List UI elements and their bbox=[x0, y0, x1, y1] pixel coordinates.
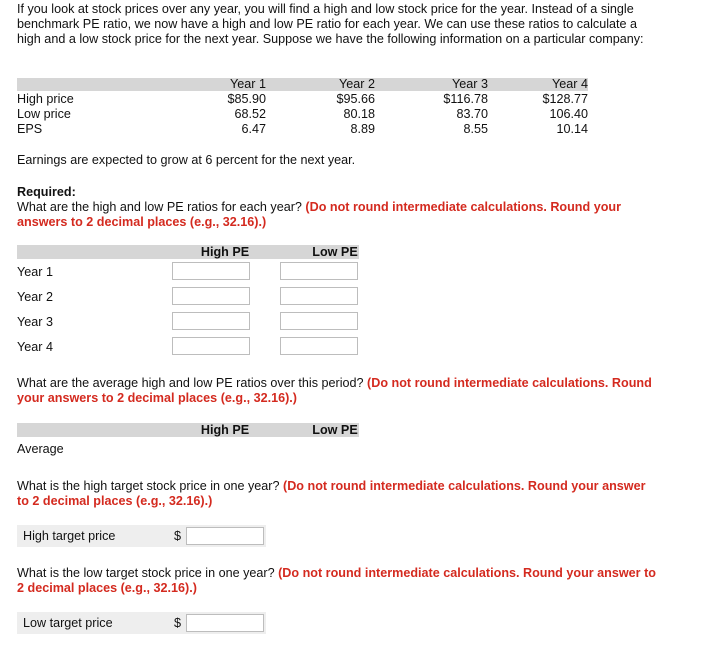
high-target-currency: $ bbox=[174, 529, 182, 543]
low-pe-year-2-input[interactable] bbox=[280, 287, 358, 305]
header-year-1: Year 1 bbox=[230, 77, 266, 91]
question-3 bbox=[17, 479, 657, 509]
low-pe-year-3-input[interactable] bbox=[280, 312, 358, 330]
question-4-instruction: (Do not round intermediate calculations. Round your answer to 2 decimal places (e.g., 32.16).) bbox=[17, 566, 656, 595]
pe-table-col-high: High PE bbox=[200, 245, 250, 259]
pe-row-label-year-4: Year 4 bbox=[17, 340, 53, 354]
low-price-year-4: 106.40 bbox=[549, 107, 588, 121]
low-target-label: Low target price bbox=[23, 616, 113, 630]
low-target-price-input[interactable] bbox=[186, 614, 264, 632]
pe-row-label-year-2: Year 2 bbox=[17, 290, 53, 304]
question-2-text: What are the average high and low PE ratios over this period? bbox=[17, 376, 364, 390]
high-target-label: High target price bbox=[23, 529, 116, 543]
question-3-instruction: (Do not round intermediate calculations. Round your answer to 2 decimal places (e.g., 32.16).) bbox=[17, 479, 646, 508]
question-4 bbox=[17, 566, 657, 596]
high-price-year-1: $85.90 bbox=[227, 92, 266, 106]
question-1-text: What are the high and low PE ratios for each year? bbox=[17, 200, 302, 214]
question-2 bbox=[17, 376, 657, 406]
high-price-year-3: $116.78 bbox=[443, 92, 488, 106]
low-pe-year-4-input[interactable] bbox=[280, 337, 358, 355]
low-price-year-3: 83.70 bbox=[456, 107, 488, 121]
row-label-low-price: Low price bbox=[17, 107, 71, 121]
low-price-year-1: 68.52 bbox=[234, 107, 266, 121]
header-year-4: Year 4 bbox=[552, 77, 588, 91]
low-target-currency: $ bbox=[174, 616, 182, 630]
pe-row-label-year-1: Year 1 bbox=[17, 265, 53, 279]
high-pe-year-2-input[interactable] bbox=[172, 287, 250, 305]
high-price-year-2: $95.66 bbox=[336, 92, 375, 106]
info-table-header-bar bbox=[17, 78, 588, 91]
low-price-year-2: 80.18 bbox=[343, 107, 375, 121]
info-table bbox=[17, 78, 588, 136]
high-pe-year-1-input[interactable] bbox=[172, 262, 250, 280]
high-target-price-input[interactable] bbox=[186, 527, 264, 545]
low-target-row bbox=[17, 612, 266, 634]
avg-row-label: Average bbox=[17, 442, 64, 456]
growth-sentence: Earnings are expected to grow at 6 percent for the next year. bbox=[17, 153, 356, 167]
high-target-row bbox=[17, 525, 266, 547]
low-pe-year-1-input[interactable] bbox=[280, 262, 358, 280]
eps-year-1: 6.47 bbox=[241, 122, 266, 136]
intro-paragraph: If you look at stock prices over any year, you will find a high and low stock price for the year. Instead of a single benchmark PE ratio, we now have a high and low PE ratio for each year. We can use these ratios to calculate a high and a low stock price for the next year. Suppose we have the following information on a particular company: bbox=[17, 2, 644, 46]
high-pe-year-3-input[interactable] bbox=[172, 312, 250, 330]
question-4-text: What is the low target stock price in one year? bbox=[17, 566, 275, 580]
avg-table-col-high: High PE bbox=[200, 423, 250, 437]
row-label-high-price: High price bbox=[17, 92, 74, 106]
header-year-2: Year 2 bbox=[339, 77, 375, 91]
high-pe-year-4-input[interactable] bbox=[172, 337, 250, 355]
required-label: Required: bbox=[17, 185, 76, 199]
eps-year-4: 10.14 bbox=[556, 122, 588, 136]
avg-table-col-low: Low PE bbox=[312, 423, 358, 437]
pe-table-col-low: Low PE bbox=[312, 245, 358, 259]
question-2-instruction: (Do not round intermediate calculations. Round your answers to 2 decimal places (e.g., 32.16).) bbox=[17, 376, 652, 405]
high-price-year-4: $128.77 bbox=[542, 92, 588, 106]
row-label-eps: EPS bbox=[17, 122, 43, 136]
question-1 bbox=[17, 185, 657, 230]
header-year-3: Year 3 bbox=[452, 77, 488, 91]
pe-row-label-year-3: Year 3 bbox=[17, 315, 53, 329]
question-1-instruction: (Do not round intermediate calculations. Round your answers to 2 decimal places (e.g., 32.16).) bbox=[17, 200, 621, 229]
eps-year-2: 8.89 bbox=[350, 122, 375, 136]
question-3-text: What is the high target stock price in one year? bbox=[17, 479, 280, 493]
eps-year-3: 8.55 bbox=[463, 122, 488, 136]
